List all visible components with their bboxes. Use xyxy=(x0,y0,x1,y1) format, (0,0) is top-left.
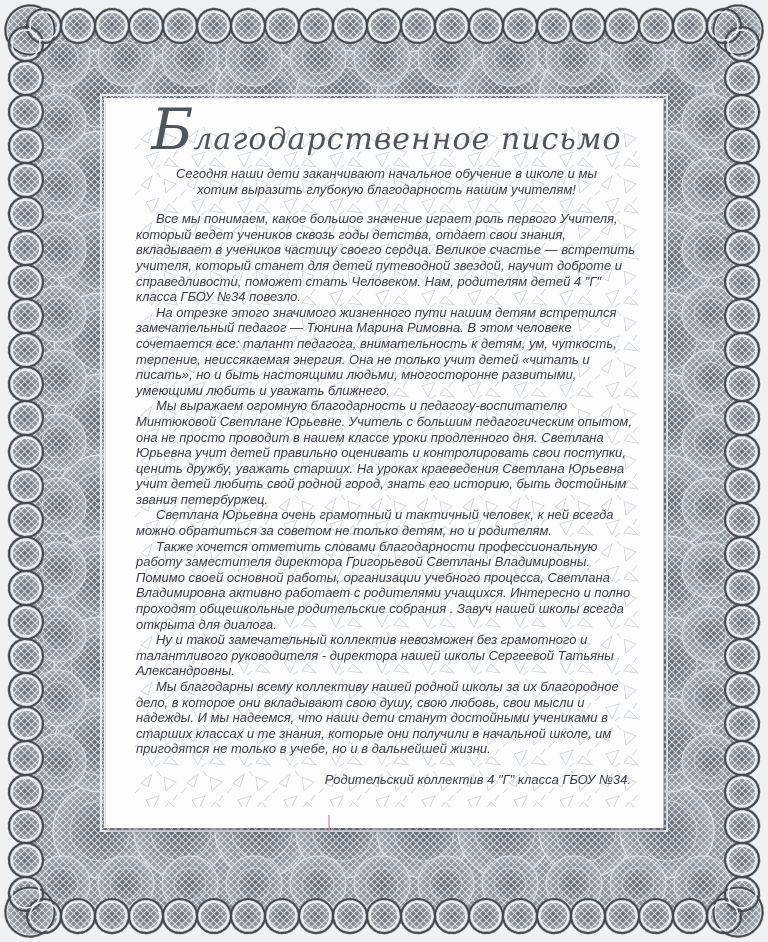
paragraph-sergeeva: Ну и такой замечательный коллектив невозможен без грамотного и талантливого руководителя - директора нашей школы Сергеевой Татьяны Александровны. xyxy=(136,632,614,679)
paragraph-gratitude: Мы благодарны всему коллективу нашей родной школы за их благородное дело, в которое они вкладывают свою душу, свою любовь, свои мысли и надежды. И мы надеемся, что наши дети станут достойными учениками в старших классах и те знания, которые они получили в начальной школе, им пригодятся не только в учебе, но и в дальнейшей жизни. xyxy=(136,679,619,757)
paragraph-tyunina: На отрезке этого значимого жизненного пути нашим детям встретился замечательный педагог — Тюнина Марина Римовна. В этом человеке сочетается все: талант педагога, внимательность к детям, ум, чуткость, терпение, неиссякаемая энергия. Она не только учит детей «читать и писать», но и быть настоящими людьми, многосторонне развитыми, умеющими любить и уважать ближнего. xyxy=(136,304,617,398)
scan-artifact-mark xyxy=(328,815,330,832)
paragraph-first-teacher: Все мы понимаем, какое большое значение играет роль первого Учителя, который ведет учеников сквозь годы детства, отдает свои знания, вкладывает в учеников частицу своего сердца. Великое счастье — встретить учителя, который станет для детей путеводной звездой, научит доброте и справедливости, поможет стать Человеком. Нам, родителям детей 4 "Г" класса ГБОУ №34 повезло. xyxy=(136,211,636,305)
letter-page xyxy=(106,99,663,828)
paragraph-mintyukova: Мы выражаем огромную благодарность и педагогу-воспитателю Минтюковой Светлане Юрьевне. Учитель с большим педагогическим опытом, она не просто проводит в нашем классе уроки продленного дня. Светлана Юрьевна учит детей правильно оценивать и контролировать свои поступки, ценить дружбу, уважать старших. На уроках краеведения Светлана Юрьевна учит детей любить свой родной город, знать его историю, быть достойным звания петербуржец. xyxy=(136,398,632,507)
letter-title: Благодарственное письмо xyxy=(151,97,622,163)
signature-line: Родительский коллектив 4 "Г" класса ГБОУ №34. xyxy=(324,771,631,787)
paragraph-grigorieva: Также хочется отметить словами благодарности профессиональную работу заместителя директора Григорьевой Светланы Владимировны. Помимо своей основной работы, организации учебного процесса, Светлана Владимировна активно работает с родителями учащихся. Интересно и полно проходят общешкольные родительские собрания . Завуч нашей школы всегда открыта для диалога. xyxy=(136,538,631,632)
paragraph-advice: Светлана Юрьевна очень грамотный и тактичный человек, к ней всегда можно обратиться за советом не только детям, но и родителям. xyxy=(136,507,614,539)
letter-content xyxy=(106,99,663,828)
intro-text: Сегодня наши дети заканчивают начальное обучение в школе и мы хотим выразить глубокую благодарность нашим учителям! xyxy=(176,166,597,197)
